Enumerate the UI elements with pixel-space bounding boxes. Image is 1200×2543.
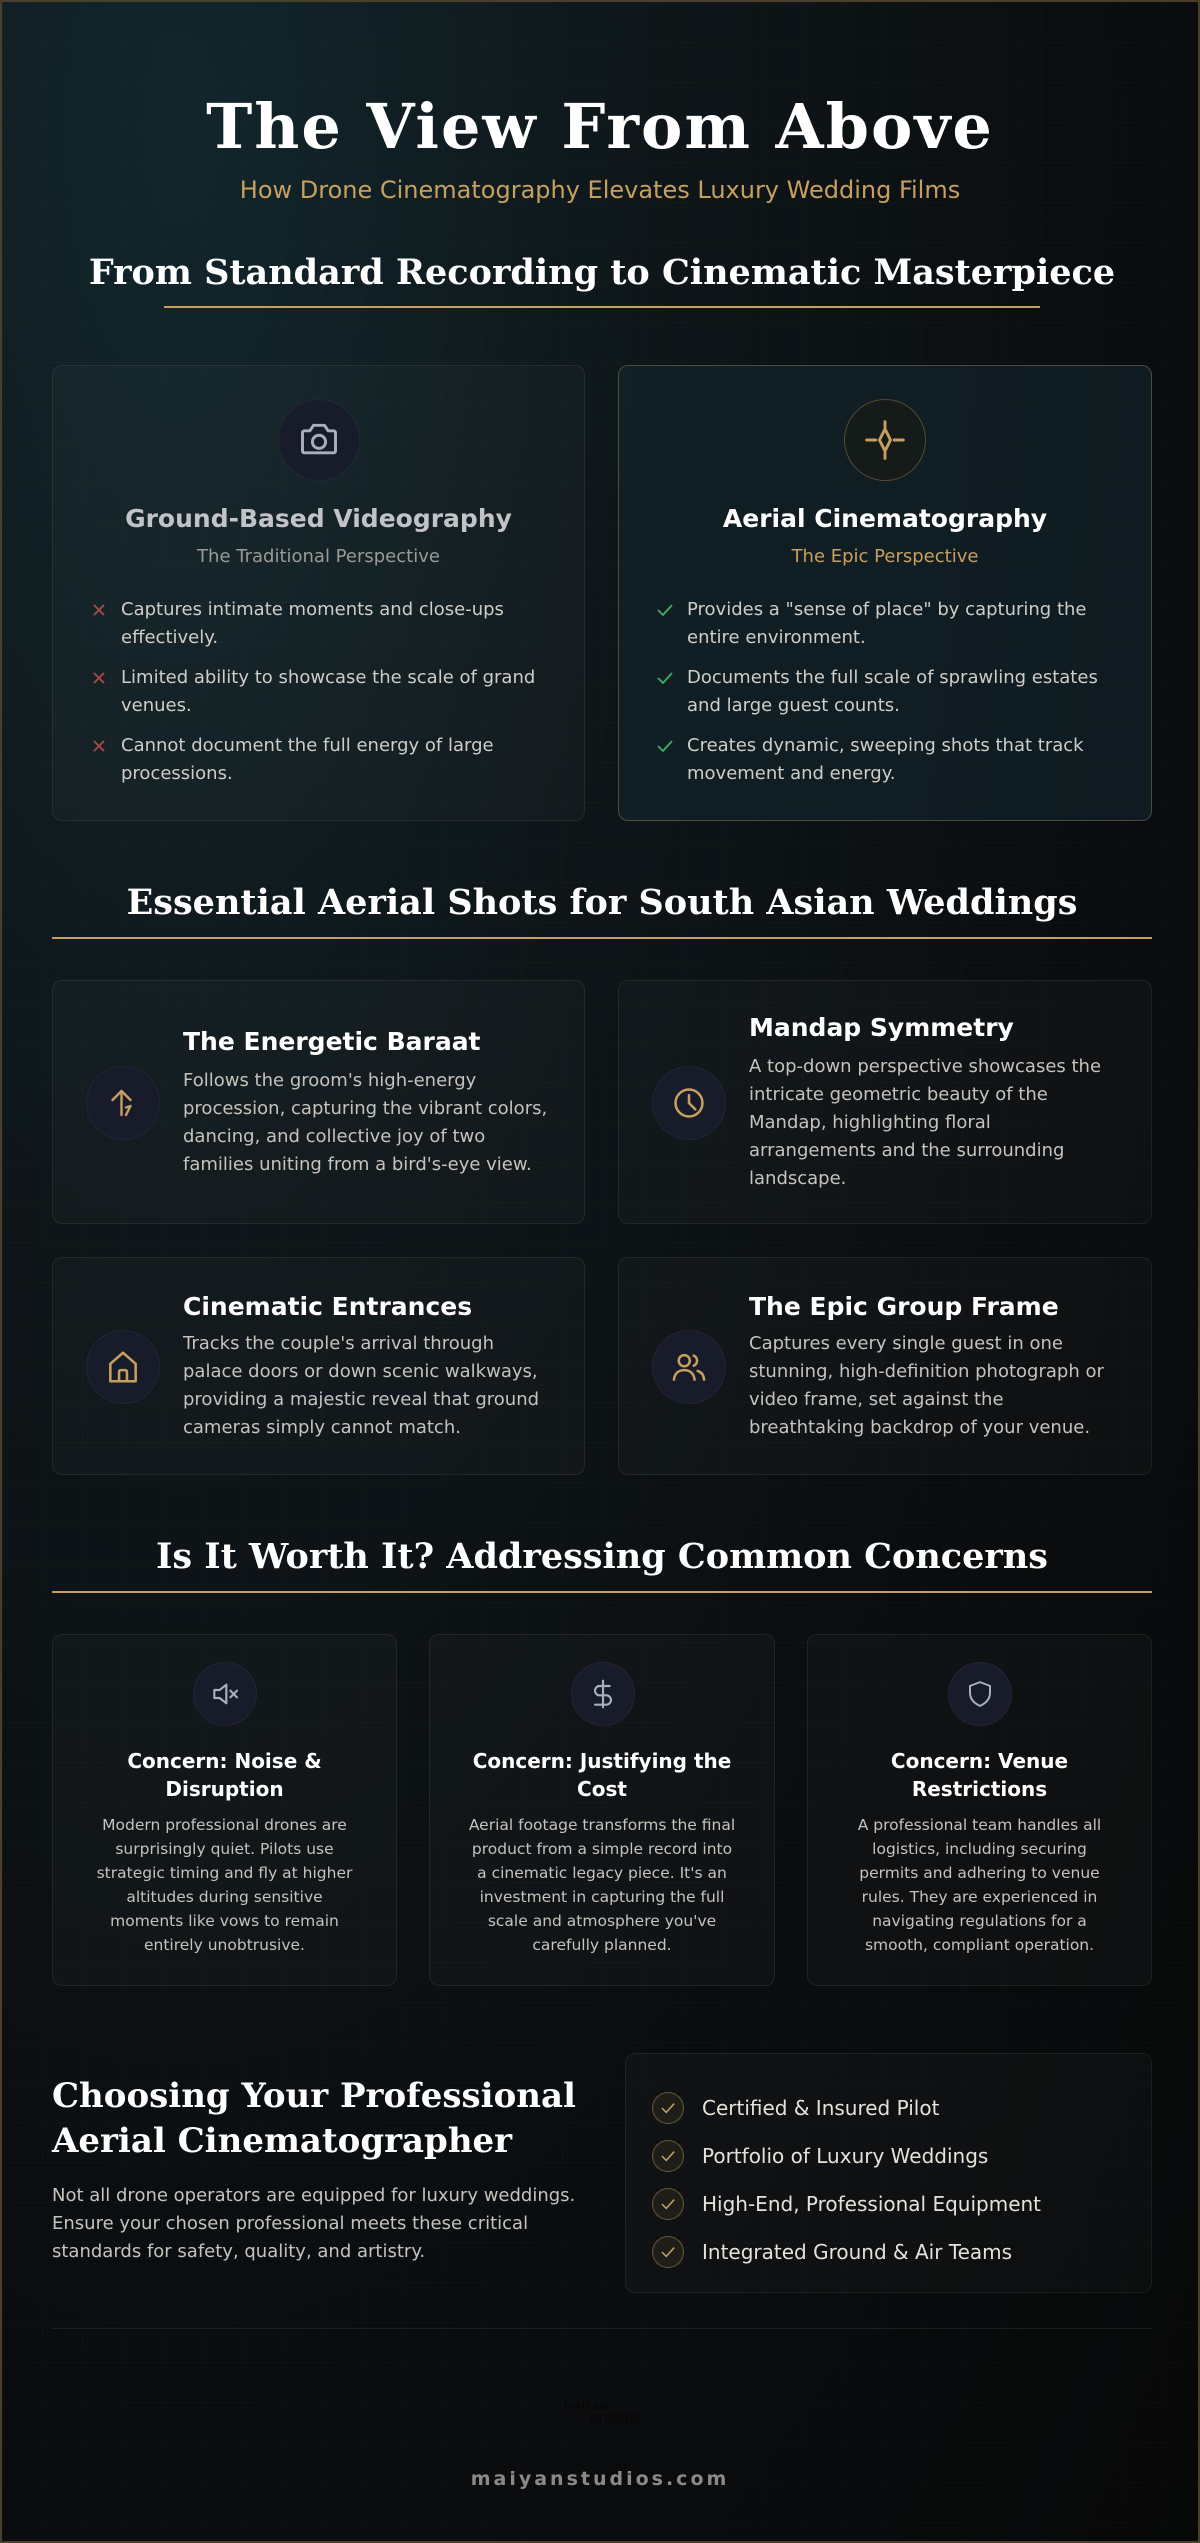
requirements-checklist <box>652 2084 1131 2276</box>
shot-description: Captures every single guest in one stunning, high-definition photograph or video frame, set against the breathtaking backdrop of your venue. <box>749 1333 1104 1438</box>
shot-card-group-frame <box>618 1257 1152 1475</box>
checklist-item: High-End, Professional Equipment <box>652 2180 1131 2228</box>
shot-card-baraat <box>52 980 585 1224</box>
page-subtitle: How Drone Cinematography Elevates Luxury Wedding Films <box>239 176 961 204</box>
concern-card-noise <box>52 1634 397 1986</box>
checklist-item: Integrated Ground & Air Teams <box>652 2228 1131 2276</box>
dollar-icon <box>571 1662 635 1726</box>
list-item: Captures intimate moments and close-ups effectively. <box>87 596 554 652</box>
checklist-item: Certified & Insured Pilot <box>652 2084 1131 2132</box>
concern-card-venue <box>807 1634 1152 1986</box>
list-item: Limited ability to showcase the scale of grand venues. <box>87 664 554 720</box>
concerns-section-title: Is It Worth It? Addressing Common Concerns <box>156 1536 1048 1577</box>
shot-title: The Energetic Baraat <box>183 1027 481 1056</box>
choose-description: Not all drone operators are equipped for luxury weddings. Ensure your chosen professional meets these critical standards for safety, quality, and artistry. <box>52 2185 576 2262</box>
arrow-up-music-icon <box>86 1066 160 1140</box>
section-divider <box>52 1591 1152 1593</box>
aerial-card-subtitle: The Epic Perspective <box>791 546 979 567</box>
check-icon <box>653 596 677 624</box>
shot-title: Cinematic Entrances <box>183 1292 473 1321</box>
concern-title: Concern: Justifying the Cost <box>472 1749 732 1801</box>
check-icon <box>653 732 677 760</box>
check-icon <box>652 2236 684 2268</box>
page-title: The View From Above <box>206 90 994 163</box>
shield-icon <box>948 1662 1012 1726</box>
users-icon <box>652 1330 726 1404</box>
requirements-checklist-card <box>625 2053 1152 2293</box>
footer-divider <box>52 2328 1152 2329</box>
shot-description: Tracks the couple's arrival through palace doors or down scenic walkways, providing a majestic reveal that ground cameras simply cannot match. <box>183 1333 540 1438</box>
checklist-item: Portfolio of Luxury Weddings <box>652 2132 1131 2180</box>
ground-videography-card <box>52 365 585 821</box>
aerial-card-list <box>653 596 1121 800</box>
volume-mute-icon <box>193 1662 257 1726</box>
choose-section-title: Choosing Your Professional Aerial Cinematographer <box>52 2076 576 2161</box>
ground-card-list <box>87 596 554 800</box>
check-icon <box>653 664 677 692</box>
concern-description: A professional team handles all logistics, including securing permits and adhering to venue rules. They are experienced in navigating regulations for a smooth, compliant operation. <box>857 1816 1102 1954</box>
brand-logo <box>542 2392 662 2432</box>
clock-icon <box>652 1066 726 1140</box>
footer-url[interactable]: maiyanstudios.com <box>470 2468 730 2490</box>
shot-title: Mandap Symmetry <box>749 1013 1014 1042</box>
shot-description: Follows the groom's high-energy procession, capturing the vibrant colors, dancing, and collective joy of two families uniting from a bird's-eye view. <box>183 1070 548 1175</box>
shot-card-mandap <box>618 980 1152 1224</box>
ground-card-subtitle: The Traditional Perspective <box>197 546 440 567</box>
svg-text:MAIYAN: MAIYAN <box>564 2402 609 2412</box>
ground-card-title: Ground-Based Videography <box>125 504 512 533</box>
check-icon <box>652 2188 684 2220</box>
list-item: Provides a "sense of place" by capturing the entire environment. <box>653 596 1121 652</box>
aerial-card-title: Aerial Cinematography <box>722 504 1048 533</box>
concern-title: Concern: Noise & Disruption <box>127 1749 322 1801</box>
check-icon <box>652 2092 684 2124</box>
list-item: Creates dynamic, sweeping shots that track movement and energy. <box>653 732 1121 788</box>
svg-text:STUDIOS: STUDIOS <box>590 2415 642 2425</box>
cross-icon <box>87 732 111 760</box>
aerial-cinematography-card <box>618 365 1152 821</box>
comparison-section-title: From Standard Recording to Cinematic Masterpiece <box>88 252 1116 293</box>
section-divider <box>164 306 1040 308</box>
list-item: Cannot document the full energy of large processions. <box>87 732 554 788</box>
concern-title: Concern: Venue Restrictions <box>890 1749 1069 1801</box>
shot-card-entrances <box>52 1257 585 1475</box>
shot-title: The Epic Group Frame <box>749 1292 1059 1321</box>
section-divider <box>52 937 1152 939</box>
cross-icon <box>87 596 111 624</box>
list-item: Documents the full scale of sprawling estates and large guest counts. <box>653 664 1121 720</box>
camera-icon <box>278 399 360 481</box>
shots-section-title: Essential Aerial Shots for South Asian Weddings <box>126 882 1078 923</box>
concern-card-cost <box>429 1634 775 1986</box>
palace-door-icon <box>86 1330 160 1404</box>
drone-crosshair-icon <box>844 399 926 481</box>
check-icon <box>652 2140 684 2172</box>
cross-icon <box>87 664 111 692</box>
concern-description: Modern professional drones are surprisingly quiet. Pilots use strategic timing and fly at higher altitudes during sensitive moments like vows to remain entirely unobtrusive. <box>96 1816 353 1954</box>
shot-description: A top-down perspective showcases the intricate geometric beauty of the Mandap, highlighting floral arrangements and the surrounding landscape. <box>749 1056 1102 1189</box>
concern-description: Aerial footage transforms the final product from a simple record into a cinematic legacy piece. It's an investment in capturing the full scale and atmosphere you've carefully planned. <box>468 1816 736 1954</box>
